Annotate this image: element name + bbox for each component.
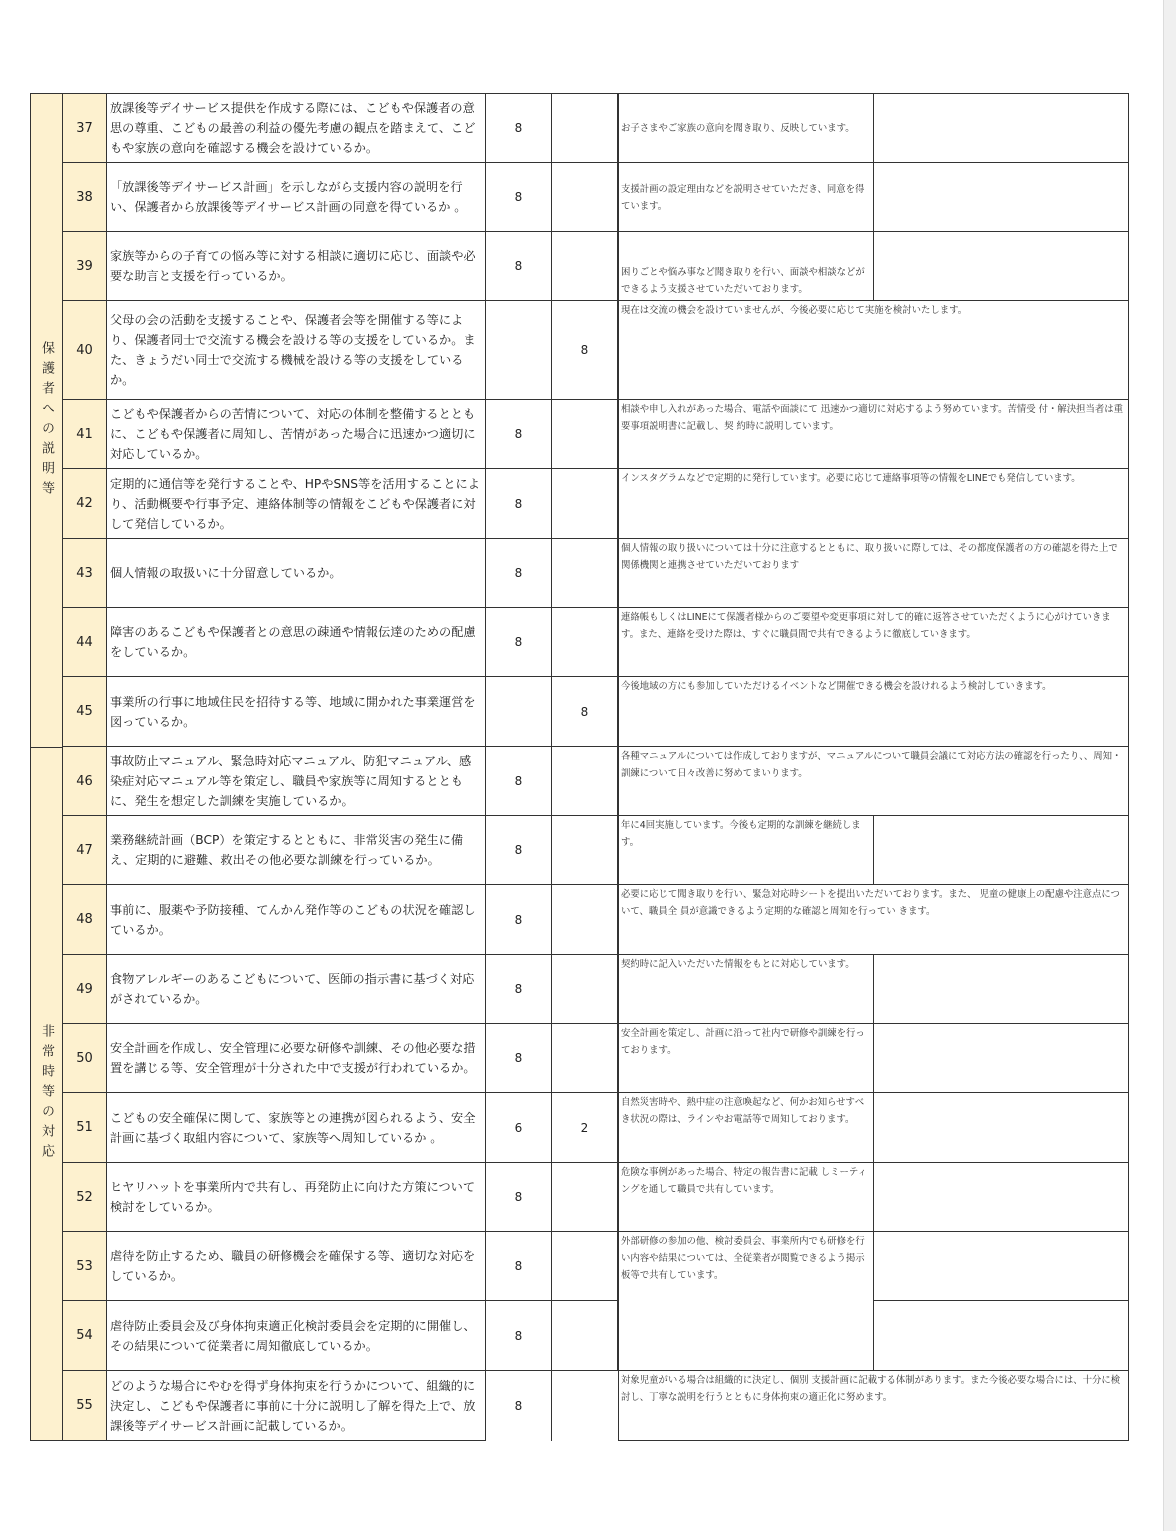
- yes-count: 8: [486, 608, 552, 677]
- question-text: 家族等からの子育ての悩み等に対する相談に適切に応じ、面談や必要な助言と支援を行っているか。: [107, 232, 486, 301]
- blank-cell: [873, 955, 1129, 1024]
- category-emergency-response: [30, 747, 63, 1441]
- comment: 今後地域の方にも参加していただけるイベントなど開催できる機会を設けれるよう検討していきます。: [618, 677, 1129, 747]
- row-number: 45: [63, 677, 107, 747]
- no-count: [552, 93, 618, 163]
- question-text: こどもの安全確保に関して、家族等との連携が図られるよう、安全計画に基づく取組内容について、家族等へ周知しているか 。: [107, 1093, 486, 1163]
- comment: 契約時に記入いただいた情報をもとに対応しています。: [618, 955, 873, 1024]
- blank-cell: [873, 1301, 1129, 1371]
- question-text: こどもや保護者からの苦情について、対応の体制を整備するとともに、こどもや保護者に周知し、苦情があった場合に迅速かつ適切に対応しているか。: [107, 400, 486, 469]
- no-count: [552, 747, 618, 816]
- row-number: 47: [63, 816, 107, 885]
- no-count: [552, 885, 618, 955]
- no-count: [552, 1024, 618, 1093]
- blank-cell: [873, 1024, 1129, 1093]
- evaluation-table: [30, 93, 1129, 1441]
- row-number: 53: [63, 1232, 107, 1301]
- scrollbar[interactable]: [1163, 0, 1176, 1531]
- blank-cell: [873, 232, 1129, 301]
- comment: 各種マニュアルについては作成しておりますが、マニュアルについて職員会議にて対応方法の確認を行ったり、、周知・訓練について日々改善に努めてまいります。: [618, 747, 1129, 816]
- row-number: 51: [63, 1093, 107, 1163]
- row-number: 43: [63, 539, 107, 608]
- no-count: [552, 539, 618, 608]
- no-count: 8: [552, 677, 618, 747]
- comment: 外部研修の参加の他、検討委員会、事業所内でも研修を行い内容や結果については、全従業者が閲覧できるよう掲示板等で共有しています。: [618, 1232, 873, 1371]
- row-number: 42: [63, 469, 107, 539]
- question-text: 食物アレルギーのあるこどもについて、医師の指示書に基づく対応がされているか。: [107, 955, 486, 1024]
- yes-count: 8: [486, 232, 552, 301]
- question-text: 障害のあるこどもや保護者との意思の疎通や情報伝達のための配慮をしているか。: [107, 608, 486, 677]
- row-number: 39: [63, 232, 107, 301]
- yes-count: 8: [486, 747, 552, 816]
- yes-count: 8: [486, 539, 552, 608]
- question-text: 事前に、服薬や予防接種、てんかん発作等のこどもの状況を確認しているか。: [107, 885, 486, 955]
- yes-count: 8: [486, 885, 552, 955]
- comment: 年に4回実施しています。今後も定期的な訓練を継続します。: [618, 816, 873, 885]
- yes-count: 8: [486, 816, 552, 885]
- row-number: 37: [63, 93, 107, 163]
- no-count: 8: [552, 301, 618, 400]
- question-text: 定期的に通信等を発行することや、HPやSNS等を活用することにより、活動概要や行事予定、連絡体制等の情報をこどもや保護者に対して発信しているか。: [107, 469, 486, 539]
- comment: 支援計画の設定理由などを説明させていただき、同意を得ています。: [618, 163, 873, 232]
- yes-count: 8: [486, 93, 552, 163]
- comment: 必要に応じて聞き取りを行い、緊急対応時シートを提出いただいております。また、 児童の健康上の配慮や注意点について、職員全 員が意識できるよう定期的な確認と周知を行ってい きます。: [618, 885, 1129, 955]
- comment: 危険な事例があった場合、特定の報告書に記載 しミーティングを通して職員で共有しています。: [618, 1163, 873, 1232]
- row-number: 50: [63, 1024, 107, 1093]
- yes-count: 8: [486, 1232, 552, 1301]
- yes-count: 8: [486, 1301, 552, 1371]
- no-count: [552, 400, 618, 469]
- question-text: 事業所の行事に地域住民を招待する等、地域に開かれた事業運営を図っているか。: [107, 677, 486, 747]
- yes-count: 8: [486, 163, 552, 232]
- comment: 現在は交流の機会を設けていませんが、今後必要に応じて実施を検討いたします。: [618, 301, 1129, 400]
- comment: 個人情報の取り扱いについては十分に注意するとともに、取り扱いに際しては、その都度保護者の方の確認を得た上で関係機関と連携させていただいております: [618, 539, 1129, 608]
- row-number: 55: [63, 1371, 107, 1441]
- question-text: 事故防止マニュアル、緊急時対応マニュアル、防犯マニュアル、感染症対応マニュアル等を策定し、職員や家族等に周知するとともに、発生を想定した訓練を実施しているか。: [107, 747, 486, 816]
- question-text: 安全計画を作成し、安全管理に必要な研修や訓練、その他必要な措置を講じる等、安全管理が十分された中で支援が行われているか。: [107, 1024, 486, 1093]
- yes-count: 8: [486, 955, 552, 1024]
- yes-count: [486, 301, 552, 400]
- comment: 困りごとや悩み事など聞き取りを行い、面談や相談などができるよう支援させていただいております。: [618, 232, 873, 301]
- yes-count: 8: [486, 1024, 552, 1093]
- blank-cell: [873, 1163, 1129, 1232]
- row-number: 52: [63, 1163, 107, 1232]
- no-count: [552, 1232, 618, 1301]
- no-count: 2: [552, 1093, 618, 1163]
- question-text: 業務継続計画（BCP）を策定するとともに、非常災害の発生に備え、定期的に避難、救出その他必要な訓練を行っているか。: [107, 816, 486, 885]
- question-text: 放課後等デイサービス提供を作成する際には、こどもや保護者の意思の尊重、こどもの最善の利益の優先考慮の観点を踏まえて、こどもや家族の意向を確認する機会を設けているか。: [107, 93, 486, 163]
- no-count: [552, 1301, 618, 1371]
- row-number: 46: [63, 747, 107, 816]
- no-count: [552, 816, 618, 885]
- question-text: 個人情報の取扱いに十分留意しているか。: [107, 539, 486, 608]
- row-number: 38: [63, 163, 107, 232]
- question-text: 父母の会の活動を支援することや、保護者会等を開催する等により、保護者同士で交流する機会を設ける等の支援をしているか。また、きょうだい同士で交流する機械を設ける等の支援をしているか。: [107, 301, 486, 400]
- blank-cell: [873, 93, 1129, 163]
- question-text: 虐待防止委員会及び身体拘束適正化検討委員会を定期的に開催し、その結果について従業者に周知徹底しているか。: [107, 1301, 486, 1371]
- no-count: [552, 163, 618, 232]
- question-text: どのような場合にやむを得ず身体拘束を行うかについて、組織的に決定し、こどもや保護者に事前に十分に説明し了解を得た上で、放課後等デイサービス計画に記載しているか。: [107, 1371, 486, 1441]
- no-count: [552, 232, 618, 301]
- row-number: 49: [63, 955, 107, 1024]
- yes-count: 8: [486, 1371, 552, 1441]
- no-count: [552, 1163, 618, 1232]
- row-number: 44: [63, 608, 107, 677]
- blank-cell: [873, 163, 1129, 232]
- no-count: [552, 469, 618, 539]
- blank-cell: [873, 1232, 1129, 1301]
- question-text: ヒヤリハットを事業所内で共有し、再発防止に向けた方策について検討をしているか。: [107, 1163, 486, 1232]
- row-number: 40: [63, 301, 107, 400]
- category-label: 保護者への説明等: [39, 340, 54, 501]
- comment: インスタグラムなどで定期的に発行しています。必要に応じて連絡事項等の情報をLINEでも発信しています。: [618, 469, 1129, 539]
- comment: お子さまやご家族の意向を聞き取り、反映しています。: [618, 93, 873, 163]
- yes-count: 8: [486, 1163, 552, 1232]
- comment: 対象児童がいる場合は組織的に決定し、個別 支援計画に記載する体制があります。また今後必要な場合には、十分に検討し、丁寧な説明を行うとともに身体拘束の適正化に努めます。: [618, 1371, 1129, 1441]
- blank-cell: [873, 816, 1129, 885]
- category-label: 非常時等の対応: [39, 1024, 54, 1164]
- comment: 自然災害時や、熱中症の注意喚起など、何かお知らせすべき状況の際は、ラインやお電話等で周知しております。: [618, 1093, 873, 1163]
- question-text: 「放課後等デイサービス計画」を示しながら支援内容の説明を行い、保護者から放課後等デイサービス計画の同意を得ているか 。: [107, 163, 486, 232]
- comment: 連絡帳もしくはLINEにて保護者様からのご要望や変更事項に対して的確に返答させていただくように心がけていきます。また、連絡を受けた際は、すぐに職員間で共有できるように徹底していきます。: [618, 608, 1129, 677]
- row-number: 54: [63, 1301, 107, 1371]
- no-count: [552, 608, 618, 677]
- yes-count: 8: [486, 400, 552, 469]
- comment: 安全計画を策定し、計画に沿って社内で研修や訓練を行っております。: [618, 1024, 873, 1093]
- no-count: [552, 955, 618, 1024]
- row-number: 41: [63, 400, 107, 469]
- yes-count: [486, 677, 552, 747]
- yes-count: 6: [486, 1093, 552, 1163]
- question-text: 虐待を防止するため、職員の研修機会を確保する等、適切な対応をしているか。: [107, 1232, 486, 1301]
- no-count: [552, 1371, 618, 1441]
- comment: 相談や申し入れがあった場合、電話や面談にて 迅速かつ適切に対応するよう努めています。苦情受 付・解決担当者は重要事項説明書に記載し、契 約時に説明しています。: [618, 400, 1129, 469]
- blank-cell: [873, 1093, 1129, 1163]
- yes-count: 8: [486, 469, 552, 539]
- category-guardian-explanation: [30, 93, 63, 747]
- row-number: 48: [63, 885, 107, 955]
